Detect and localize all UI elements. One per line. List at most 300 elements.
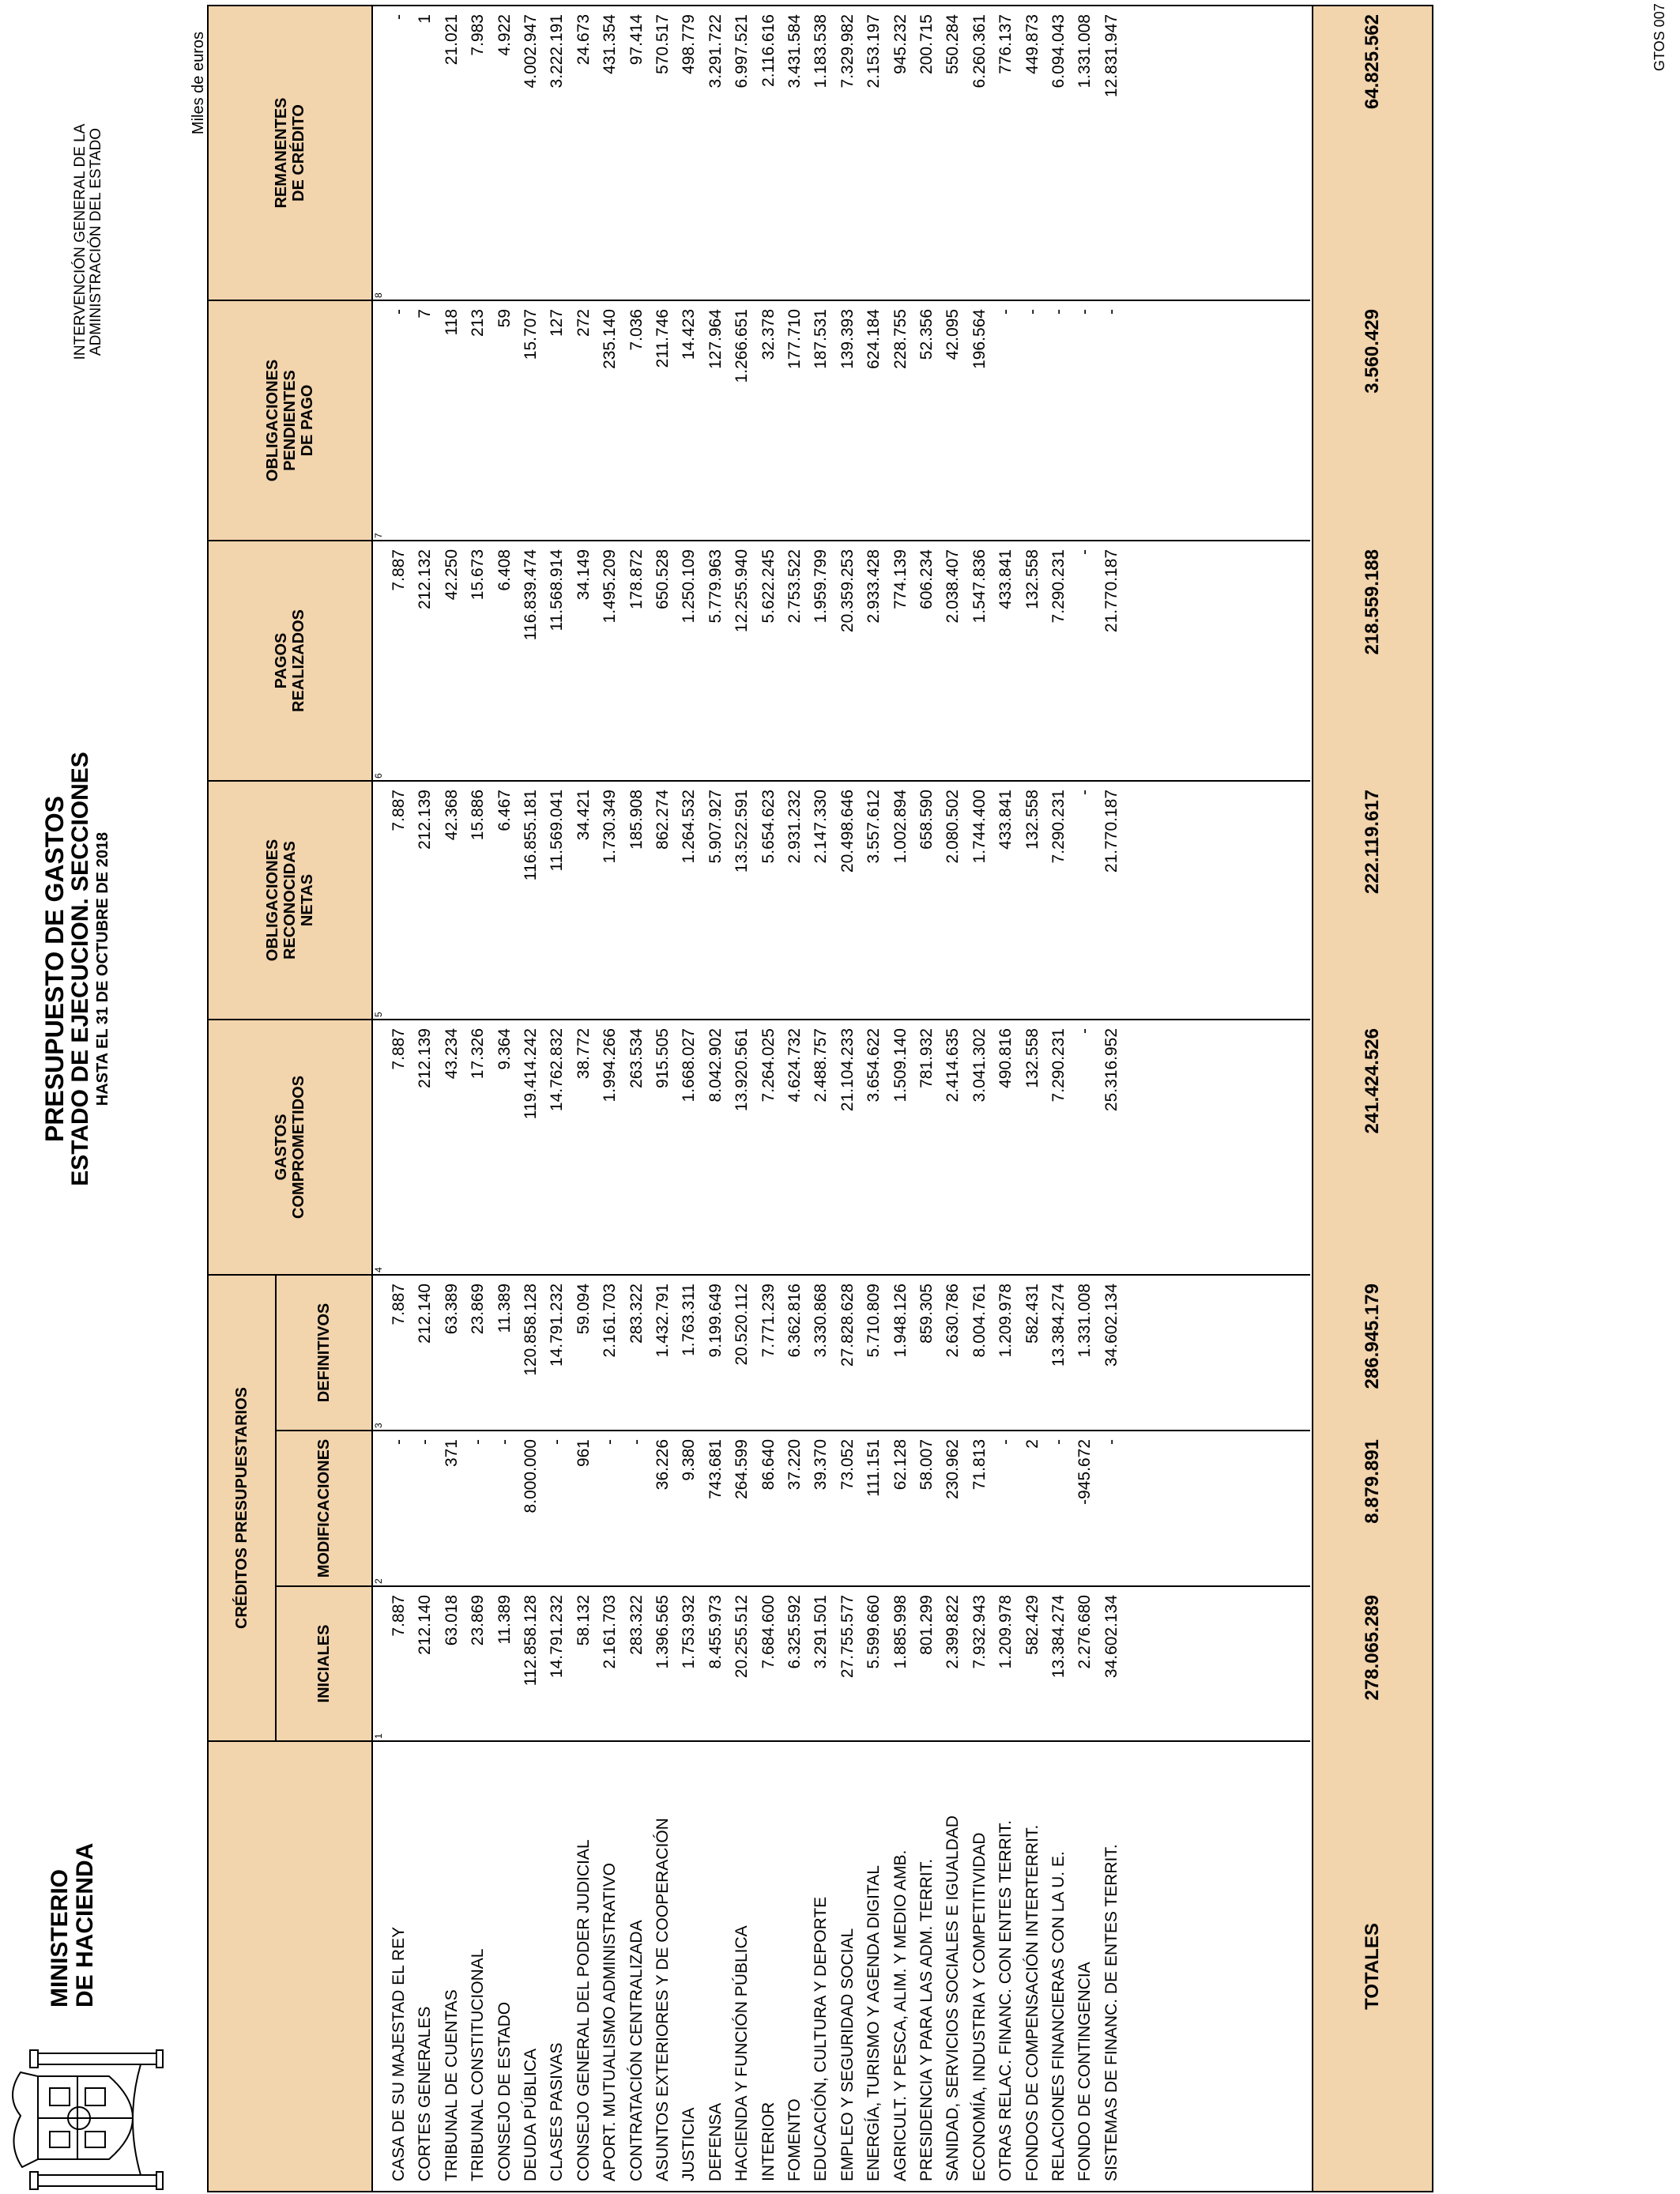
cell-obligaciones: 658.590 — [917, 790, 936, 850]
cell-comprometidos: 212.139 — [416, 1028, 435, 1088]
cell-remanentes: 6.997.521 — [733, 14, 751, 89]
cell-obligaciones: 1.744.400 — [970, 790, 989, 864]
agency-name — [73, 76, 104, 408]
cell-modificaciones: 37.220 — [785, 1439, 804, 1491]
section-name: FONDO DE CONTINGENCIA — [1075, 1962, 1094, 2181]
total-pendientes: 3.560.429 — [1362, 309, 1383, 394]
cell-comprometidos: 7.290.231 — [1049, 1028, 1068, 1103]
cell-modificaciones: - — [601, 1439, 620, 1445]
cell-definitivos: 34.602.134 — [1102, 1284, 1121, 1367]
cell-comprometidos: 3.041.302 — [970, 1028, 989, 1103]
budget-table — [207, 5, 1433, 2192]
section-name: SANIDAD, SERVICIOS SOCIALES E IGUALDAD — [944, 1815, 962, 2181]
cell-pendientes: 32.378 — [759, 309, 778, 360]
cell-obligaciones: 862.274 — [654, 790, 672, 850]
agency-line-2: ADMINISTRACIÓN DEL ESTADO — [88, 127, 104, 356]
section-name: CONSEJO DE ESTADO — [495, 2001, 514, 2181]
cell-obligaciones: 1.264.532 — [680, 790, 699, 864]
table-row — [623, 6, 650, 2191]
cell-modificaciones: - — [469, 1439, 488, 1445]
table-row — [834, 6, 861, 2191]
cell-pagos: 20.359.253 — [838, 549, 857, 633]
cell-pagos: 15.673 — [469, 549, 488, 601]
cell-pagos: - — [1075, 549, 1094, 555]
cell-remanentes: 449.873 — [1023, 14, 1042, 74]
cell-comprometidos: 3.654.622 — [864, 1028, 883, 1103]
cell-comprometidos: 781.932 — [917, 1028, 936, 1088]
cell-comprometidos: 119.414.242 — [522, 1028, 540, 1120]
cell-obligaciones: 11.569.041 — [548, 790, 567, 872]
cell-definitivos: 3.330.868 — [812, 1284, 831, 1358]
section-name: INTERIOR — [759, 2102, 778, 2181]
cell-pendientes: 7.036 — [627, 309, 646, 351]
cell-iniciales: 3.291.501 — [812, 1595, 831, 1669]
footer-code: GTOS 007 — [1652, 3, 1667, 71]
section-name: TRIBUNAL CONSTITUCIONAL — [469, 1948, 488, 2181]
cell-iniciales: 20.255.512 — [733, 1595, 751, 1679]
cell-pagos: 2.933.428 — [864, 549, 883, 624]
column-number: 4 — [373, 1267, 384, 1272]
cell-pagos: 6.408 — [495, 549, 514, 591]
cell-iniciales: 212.140 — [416, 1595, 435, 1655]
table-row — [887, 6, 913, 2191]
cell-pendientes: - — [1075, 309, 1094, 315]
cell-remanentes: 1 — [416, 14, 435, 24]
table-row — [1019, 6, 1045, 2191]
cell-obligaciones: 433.841 — [996, 790, 1015, 850]
section-name: CONTRATACIÓN CENTRALIZADA — [627, 1920, 646, 2181]
cell-comprometidos: 2.488.757 — [812, 1028, 831, 1103]
cell-obligaciones: 2.147.330 — [812, 790, 831, 864]
cell-obligaciones: 3.557.612 — [864, 790, 883, 864]
cell-remanentes: 6.260.361 — [970, 14, 989, 89]
cell-iniciales: 582.429 — [1023, 1595, 1042, 1655]
section-name: SISTEMAS DE FINANC. DE ENTES TERRIT. — [1102, 1844, 1121, 2181]
cell-iniciales: 13.384.274 — [1049, 1595, 1068, 1679]
section-name: ECONOMÍA, INDUSTRIA Y COMPETITIVIDAD — [970, 1832, 989, 2181]
total-pagos: 218.559.188 — [1362, 549, 1383, 655]
cell-modificaciones: - — [627, 1439, 646, 1445]
total-obligaciones: 222.119.617 — [1362, 790, 1383, 895]
table-row — [940, 6, 966, 2191]
header-comprometidos: GASTOS COMPROMETIDOS — [209, 1020, 371, 1276]
cell-pagos: 116.839.474 — [522, 549, 540, 641]
cell-comprometidos: 4.624.732 — [785, 1028, 804, 1103]
cell-pagos: 212.132 — [416, 549, 435, 609]
section-name: CONSEJO GENERAL DEL PODER JUDICIAL — [574, 1839, 593, 2181]
cell-remanentes: 776.137 — [996, 14, 1015, 74]
cell-obligaciones: 42.368 — [442, 790, 461, 841]
cell-pendientes: 228.755 — [891, 309, 910, 369]
coat-of-arms-icon — [6, 2009, 164, 2191]
cell-definitivos: 7.771.239 — [759, 1284, 778, 1358]
cell-pagos: 5.779.963 — [706, 549, 725, 624]
table-row — [492, 6, 518, 2191]
header-section-column — [209, 1742, 371, 2191]
section-name: EMPLEO Y SEGURIDAD SOCIAL — [838, 1928, 857, 2181]
cell-pagos: 11.568.914 — [548, 549, 567, 631]
ministry-line-2: DE HACIENDA — [72, 1842, 98, 2007]
cell-modificaciones: 62.128 — [891, 1439, 910, 1491]
cell-pendientes: 139.393 — [838, 309, 857, 369]
header-obligaciones: OBLIGACIONES RECONOCIDAS NETAS — [209, 782, 371, 1020]
cell-pagos: 2.038.407 — [944, 549, 962, 624]
cell-pendientes: 187.531 — [812, 309, 831, 369]
cell-iniciales: 6.325.592 — [785, 1595, 804, 1669]
cell-pendientes: 59 — [495, 309, 514, 328]
page-subtitle: ESTADO DE EJECUCION. SECCIONES — [67, 752, 93, 1186]
cell-comprometidos: 1.668.027 — [680, 1028, 699, 1103]
table-row — [597, 6, 623, 2191]
cell-remanentes: 4.002.947 — [522, 14, 540, 89]
cell-pendientes: - — [1023, 309, 1042, 315]
ministry-name — [47, 1843, 98, 2007]
cell-pendientes: 1.266.651 — [733, 309, 751, 383]
page-title: PRESUPUESTO DE GASTOS — [40, 795, 69, 1143]
cell-pagos: 650.528 — [654, 549, 672, 609]
cell-pagos: 2.753.522 — [785, 549, 804, 624]
units-label: Miles de euros — [190, 32, 207, 135]
table-row — [755, 6, 782, 2191]
cell-iniciales: 1.396.565 — [654, 1595, 672, 1669]
cell-obligaciones: 185.908 — [627, 790, 646, 850]
column-number: 3 — [373, 1423, 384, 1428]
cell-iniciales: 1.209.978 — [996, 1595, 1015, 1669]
cell-obligaciones: 15.886 — [469, 790, 488, 841]
cell-comprometidos: 43.234 — [442, 1028, 461, 1080]
cell-comprometidos: 132.558 — [1023, 1028, 1042, 1088]
cell-iniciales: 2.276.680 — [1075, 1595, 1094, 1669]
cell-pagos: 1.250.109 — [680, 549, 699, 624]
cell-iniciales: 14.791.232 — [548, 1595, 567, 1679]
ministry-line-1: MINISTERIO — [47, 1868, 73, 2007]
column-number: 1 — [373, 1733, 384, 1739]
table-row — [676, 6, 702, 2191]
cell-comprometidos: 7.264.025 — [759, 1028, 778, 1103]
header-pagos: PAGOS REALIZADOS — [209, 541, 371, 782]
cell-comprometidos: 25.316.952 — [1102, 1028, 1121, 1112]
cell-remanentes: 3.431.584 — [785, 14, 804, 89]
cell-pagos: 12.255.940 — [733, 549, 751, 633]
cell-pendientes: 211.746 — [654, 309, 672, 368]
section-name: PRESIDENCIA Y PARA LAS ADM. TERRIT. — [917, 1858, 936, 2181]
table-row — [913, 6, 940, 2191]
cell-modificaciones: 371 — [442, 1439, 461, 1468]
cell-modificaciones: 743.681 — [706, 1439, 725, 1499]
cell-definitivos: 1.948.126 — [891, 1284, 910, 1358]
table-row — [966, 6, 993, 2191]
cell-modificaciones: - — [996, 1439, 1015, 1445]
cell-obligaciones: 5.654.623 — [759, 790, 778, 864]
cell-remanentes: 570.517 — [654, 14, 672, 74]
cell-definitivos: 5.710.809 — [864, 1284, 883, 1358]
cell-obligaciones: 13.522.591 — [733, 790, 751, 873]
cell-iniciales: 2.161.703 — [601, 1595, 620, 1669]
table-row — [703, 6, 729, 2191]
cell-modificaciones: 58.007 — [917, 1439, 936, 1491]
cell-modificaciones: 36.226 — [654, 1439, 672, 1491]
cell-obligaciones: 1.730.349 — [601, 790, 620, 864]
section-name: JUSTICIA — [680, 2107, 699, 2181]
cell-remanentes: 431.354 — [601, 14, 620, 74]
cell-obligaciones: 20.498.646 — [838, 790, 857, 873]
cell-comprometidos: 9.364 — [495, 1028, 514, 1070]
cell-pagos: 606.234 — [917, 549, 936, 609]
table-row — [993, 6, 1019, 2191]
table-row — [465, 6, 491, 2191]
section-name: EDUCACIÓN, CULTURA Y DEPORTE — [812, 1896, 831, 2181]
cell-comprometidos: 14.762.832 — [548, 1028, 567, 1112]
cell-pendientes: 235.140 — [601, 309, 620, 369]
cell-definitivos: 11.389 — [495, 1284, 514, 1333]
cell-remanentes: 550.284 — [944, 14, 962, 74]
cell-pendientes: - — [996, 309, 1015, 315]
section-name: DEFENSA — [706, 2102, 725, 2181]
cell-comprometidos: 21.104.233 — [838, 1028, 857, 1112]
cell-modificaciones: 264.599 — [733, 1439, 751, 1499]
cell-definitivos: 859.305 — [917, 1284, 936, 1344]
cell-iniciales: 11.389 — [495, 1595, 514, 1645]
total-definitivos: 286.945.179 — [1362, 1284, 1383, 1389]
table-row — [386, 6, 412, 2191]
cell-obligaciones: 5.907.927 — [706, 790, 725, 864]
total-comprometidos: 241.424.526 — [1362, 1028, 1383, 1134]
section-name: APORT. MUTUALISMO ADMINISTRATIVO — [601, 1863, 620, 2181]
cell-modificaciones: 230.962 — [944, 1439, 962, 1499]
section-name: FOMENTO — [785, 2098, 804, 2181]
cell-pendientes: 15.707 — [522, 309, 540, 360]
cell-remanentes: 12.831.947 — [1102, 14, 1121, 98]
column-number: 6 — [373, 773, 384, 778]
cell-remanentes: 1.331.008 — [1075, 14, 1094, 89]
cell-pendientes: - — [390, 309, 408, 315]
cell-modificaciones: 111.151 — [864, 1439, 883, 1497]
cell-modificaciones: - — [390, 1439, 408, 1445]
cell-pagos: 1.495.209 — [601, 549, 620, 624]
cell-definitivos: 6.362.816 — [785, 1284, 804, 1358]
cell-comprometidos: 8.042.902 — [706, 1028, 725, 1103]
table-row — [439, 6, 465, 2191]
section-name: RELACIONES FINANCIERAS CON LA U. E. — [1049, 1851, 1068, 2181]
table-row — [1045, 6, 1072, 2191]
cell-comprometidos: - — [1075, 1028, 1094, 1034]
cell-modificaciones: 73.052 — [838, 1439, 857, 1491]
column-number: 2 — [373, 1578, 384, 1584]
cell-remanentes: 498.779 — [680, 14, 699, 74]
date-line: HASTA EL 31 DE OCTUBRE DE 2018 — [94, 831, 111, 1106]
cell-pendientes: 118 — [442, 309, 461, 336]
cell-pendientes: - — [1102, 309, 1121, 315]
cell-iniciales: 34.602.134 — [1102, 1595, 1121, 1679]
table-header — [209, 6, 373, 2191]
cell-definitivos: 1.331.008 — [1075, 1284, 1094, 1358]
cell-definitivos: 2.161.703 — [601, 1284, 620, 1358]
table-row — [1072, 6, 1098, 2191]
column-number: 5 — [373, 1012, 384, 1017]
header-modificaciones: MODIFICACIONES — [277, 1431, 371, 1587]
cell-pendientes: 196.564 — [970, 309, 989, 369]
cell-definitivos: 2.630.786 — [944, 1284, 962, 1358]
cell-obligaciones: 6.467 — [495, 790, 514, 831]
cell-modificaciones: - — [416, 1439, 435, 1445]
table-row — [544, 6, 570, 2191]
cell-comprometidos: 38.772 — [574, 1028, 593, 1080]
table-row — [861, 6, 887, 2191]
cell-pendientes: 127.964 — [706, 309, 725, 369]
column-number: 8 — [373, 292, 384, 298]
cell-obligaciones: 116.855.181 — [522, 790, 540, 881]
cell-definitivos: 1.209.978 — [996, 1284, 1015, 1358]
cell-iniciales: 23.869 — [469, 1595, 488, 1646]
cell-iniciales: 7.932.943 — [970, 1595, 989, 1669]
total-remanentes: 64.825.562 — [1362, 14, 1383, 110]
cell-definitivos: 27.828.628 — [838, 1284, 857, 1367]
cell-remanentes: 3.222.191 — [548, 14, 567, 89]
section-name: TRIBUNAL DE CUENTAS — [442, 1989, 461, 2181]
cell-pagos: 178.872 — [627, 549, 646, 609]
cell-modificaciones: 71.813 — [970, 1439, 989, 1491]
cell-iniciales: 27.755.577 — [838, 1595, 857, 1679]
cell-definitivos: 582.431 — [1023, 1284, 1042, 1344]
cell-pendientes: - — [1049, 309, 1068, 315]
cell-obligaciones: 7.887 — [390, 790, 408, 831]
cell-remanentes: - — [390, 14, 408, 20]
table-row — [729, 6, 755, 2191]
cell-pagos: 21.770.187 — [1102, 549, 1121, 633]
cell-comprometidos: 1.994.266 — [601, 1028, 620, 1103]
cell-pendientes: 42.095 — [944, 309, 962, 360]
cell-definitivos: 14.791.232 — [548, 1284, 567, 1367]
cell-pendientes: 52.356 — [917, 309, 936, 360]
cell-remanentes: 24.673 — [574, 14, 593, 66]
cell-pagos: 132.558 — [1023, 549, 1042, 609]
cell-pagos: 774.139 — [891, 549, 910, 609]
cell-obligaciones: 2.080.502 — [944, 790, 962, 864]
table-row — [571, 6, 597, 2191]
cell-comprometidos: 263.534 — [627, 1028, 646, 1088]
cell-definitivos: 1.432.791 — [654, 1284, 672, 1358]
section-name: CASA DE SU MAJESTAD EL REY — [390, 1926, 408, 2181]
section-name: ENERGÍA, TURISMO Y AGENDA DIGITAL — [864, 1865, 883, 2181]
total-modificaciones: 8.879.891 — [1362, 1439, 1383, 1524]
cell-remanentes: 945.232 — [891, 14, 910, 74]
cell-definitivos: 13.384.274 — [1049, 1284, 1068, 1367]
cell-definitivos: 23.869 — [469, 1284, 488, 1335]
section-name: AGRICULT. Y PESCA, ALIM. Y MEDIO AMB. — [891, 1849, 910, 2181]
cell-pendientes: 272 — [574, 309, 593, 337]
cell-pendientes: 177.710 — [785, 309, 804, 369]
cell-iniciales: 7.684.600 — [759, 1595, 778, 1669]
cell-modificaciones: - — [548, 1439, 567, 1445]
section-name: DEUDA PÚBLICA — [522, 2048, 540, 2181]
cell-definitivos: 59.094 — [574, 1284, 593, 1335]
cell-obligaciones: 132.558 — [1023, 790, 1042, 850]
cell-pagos: 1.959.799 — [812, 549, 831, 624]
cell-modificaciones: - — [495, 1439, 514, 1445]
cell-obligaciones: 1.002.894 — [891, 790, 910, 864]
cell-modificaciones: - — [1049, 1439, 1068, 1445]
cell-obligaciones: 7.290.231 — [1049, 790, 1068, 864]
cell-remanentes: 7.983 — [469, 14, 488, 56]
table-row — [782, 6, 808, 2191]
table-row — [1098, 6, 1124, 2191]
section-name: HACIENDA Y FUNCIÓN PÚBLICA — [733, 1925, 751, 2181]
cell-pagos: 1.547.836 — [970, 549, 989, 624]
table-row — [650, 6, 676, 2191]
cell-modificaciones: 86.640 — [759, 1439, 778, 1491]
section-name: OTRAS RELAC. FINANC. CON ENTES TERRIT. — [996, 1819, 1015, 2181]
cell-remanentes: 1.183.538 — [812, 14, 831, 89]
cell-definitivos: 63.389 — [442, 1284, 461, 1335]
cell-pendientes: 624.184 — [864, 309, 883, 369]
section-name: FONDOS DE COMPENSACIÓN INTERTERRIT. — [1023, 1824, 1042, 2181]
cell-iniciales: 63.018 — [442, 1595, 461, 1646]
cell-remanentes: 3.291.722 — [706, 14, 725, 89]
cell-pagos: 433.841 — [996, 549, 1015, 609]
cell-remanentes: 97.414 — [627, 14, 646, 66]
cell-comprometidos: 1.509.140 — [891, 1028, 910, 1103]
cell-iniciales: 1.753.932 — [680, 1595, 699, 1669]
cell-modificaciones: 39.370 — [812, 1439, 831, 1491]
section-name: CLASES PASIVAS — [548, 2042, 567, 2181]
cell-pagos: 7.887 — [390, 549, 408, 591]
header-iniciales: INICIALES — [277, 1587, 371, 1742]
cell-remanentes: 2.153.197 — [864, 14, 883, 89]
cell-definitivos: 212.140 — [416, 1284, 435, 1344]
cell-remanentes: 4.922 — [495, 14, 514, 56]
cell-modificaciones: 8.000.000 — [522, 1439, 540, 1514]
total-iniciales: 278.065.289 — [1362, 1595, 1383, 1701]
cell-remanentes: 21.021 — [442, 14, 461, 66]
cell-definitivos: 9.199.649 — [706, 1284, 725, 1358]
cell-comprometidos: 7.887 — [390, 1028, 408, 1070]
cell-definitivos: 7.887 — [390, 1284, 408, 1325]
cell-iniciales: 5.599.660 — [864, 1595, 883, 1669]
cell-comprometidos: 490.816 — [996, 1028, 1015, 1088]
section-name: CORTES GENERALES — [416, 2006, 435, 2181]
cell-definitivos: 1.763.311 — [680, 1284, 699, 1356]
table-row — [412, 6, 438, 2191]
agency-line-1: INTERVENCIÓN GENERAL DE LA — [72, 123, 89, 360]
cell-obligaciones: 21.770.187 — [1102, 790, 1121, 873]
cell-obligaciones: 2.931.232 — [785, 790, 804, 864]
cell-comprometidos: 13.920.561 — [733, 1028, 751, 1112]
cell-iniciales: 8.455.973 — [706, 1595, 725, 1669]
cell-iniciales: 2.399.822 — [944, 1595, 962, 1669]
cell-iniciales: 801.299 — [917, 1595, 936, 1655]
cell-modificaciones: 9.380 — [680, 1439, 699, 1481]
cell-pagos: 5.622.245 — [759, 549, 778, 624]
totals-label: TOTALES — [1362, 1923, 1383, 2010]
cell-definitivos: 20.520.112 — [733, 1284, 751, 1366]
cell-definitivos: 283.322 — [627, 1284, 646, 1344]
cell-iniciales: 7.887 — [390, 1595, 408, 1637]
section-name: ASUNTOS EXTERIORES Y DE COOPERACIÓN — [654, 1818, 672, 2181]
cell-iniciales: 112.858.128 — [522, 1595, 540, 1687]
cell-modificaciones: - — [1102, 1439, 1121, 1445]
cell-remanentes: 200.715 — [917, 14, 936, 74]
cell-pendientes: 7 — [416, 309, 435, 319]
cell-comprometidos: 2.414.635 — [944, 1028, 962, 1103]
header-creditos-group: CRÉDITOS PRESUPUESTARIOS — [209, 1276, 277, 1742]
cell-pendientes: 127 — [548, 309, 567, 337]
cell-definitivos: 8.004.761 — [970, 1284, 989, 1358]
cell-comprometidos: 915.505 — [654, 1028, 672, 1088]
totals-row — [1312, 6, 1432, 2191]
cell-modificaciones: 961 — [574, 1439, 593, 1468]
cell-pendientes: 213 — [469, 309, 488, 337]
cell-iniciales: 58.132 — [574, 1595, 593, 1646]
